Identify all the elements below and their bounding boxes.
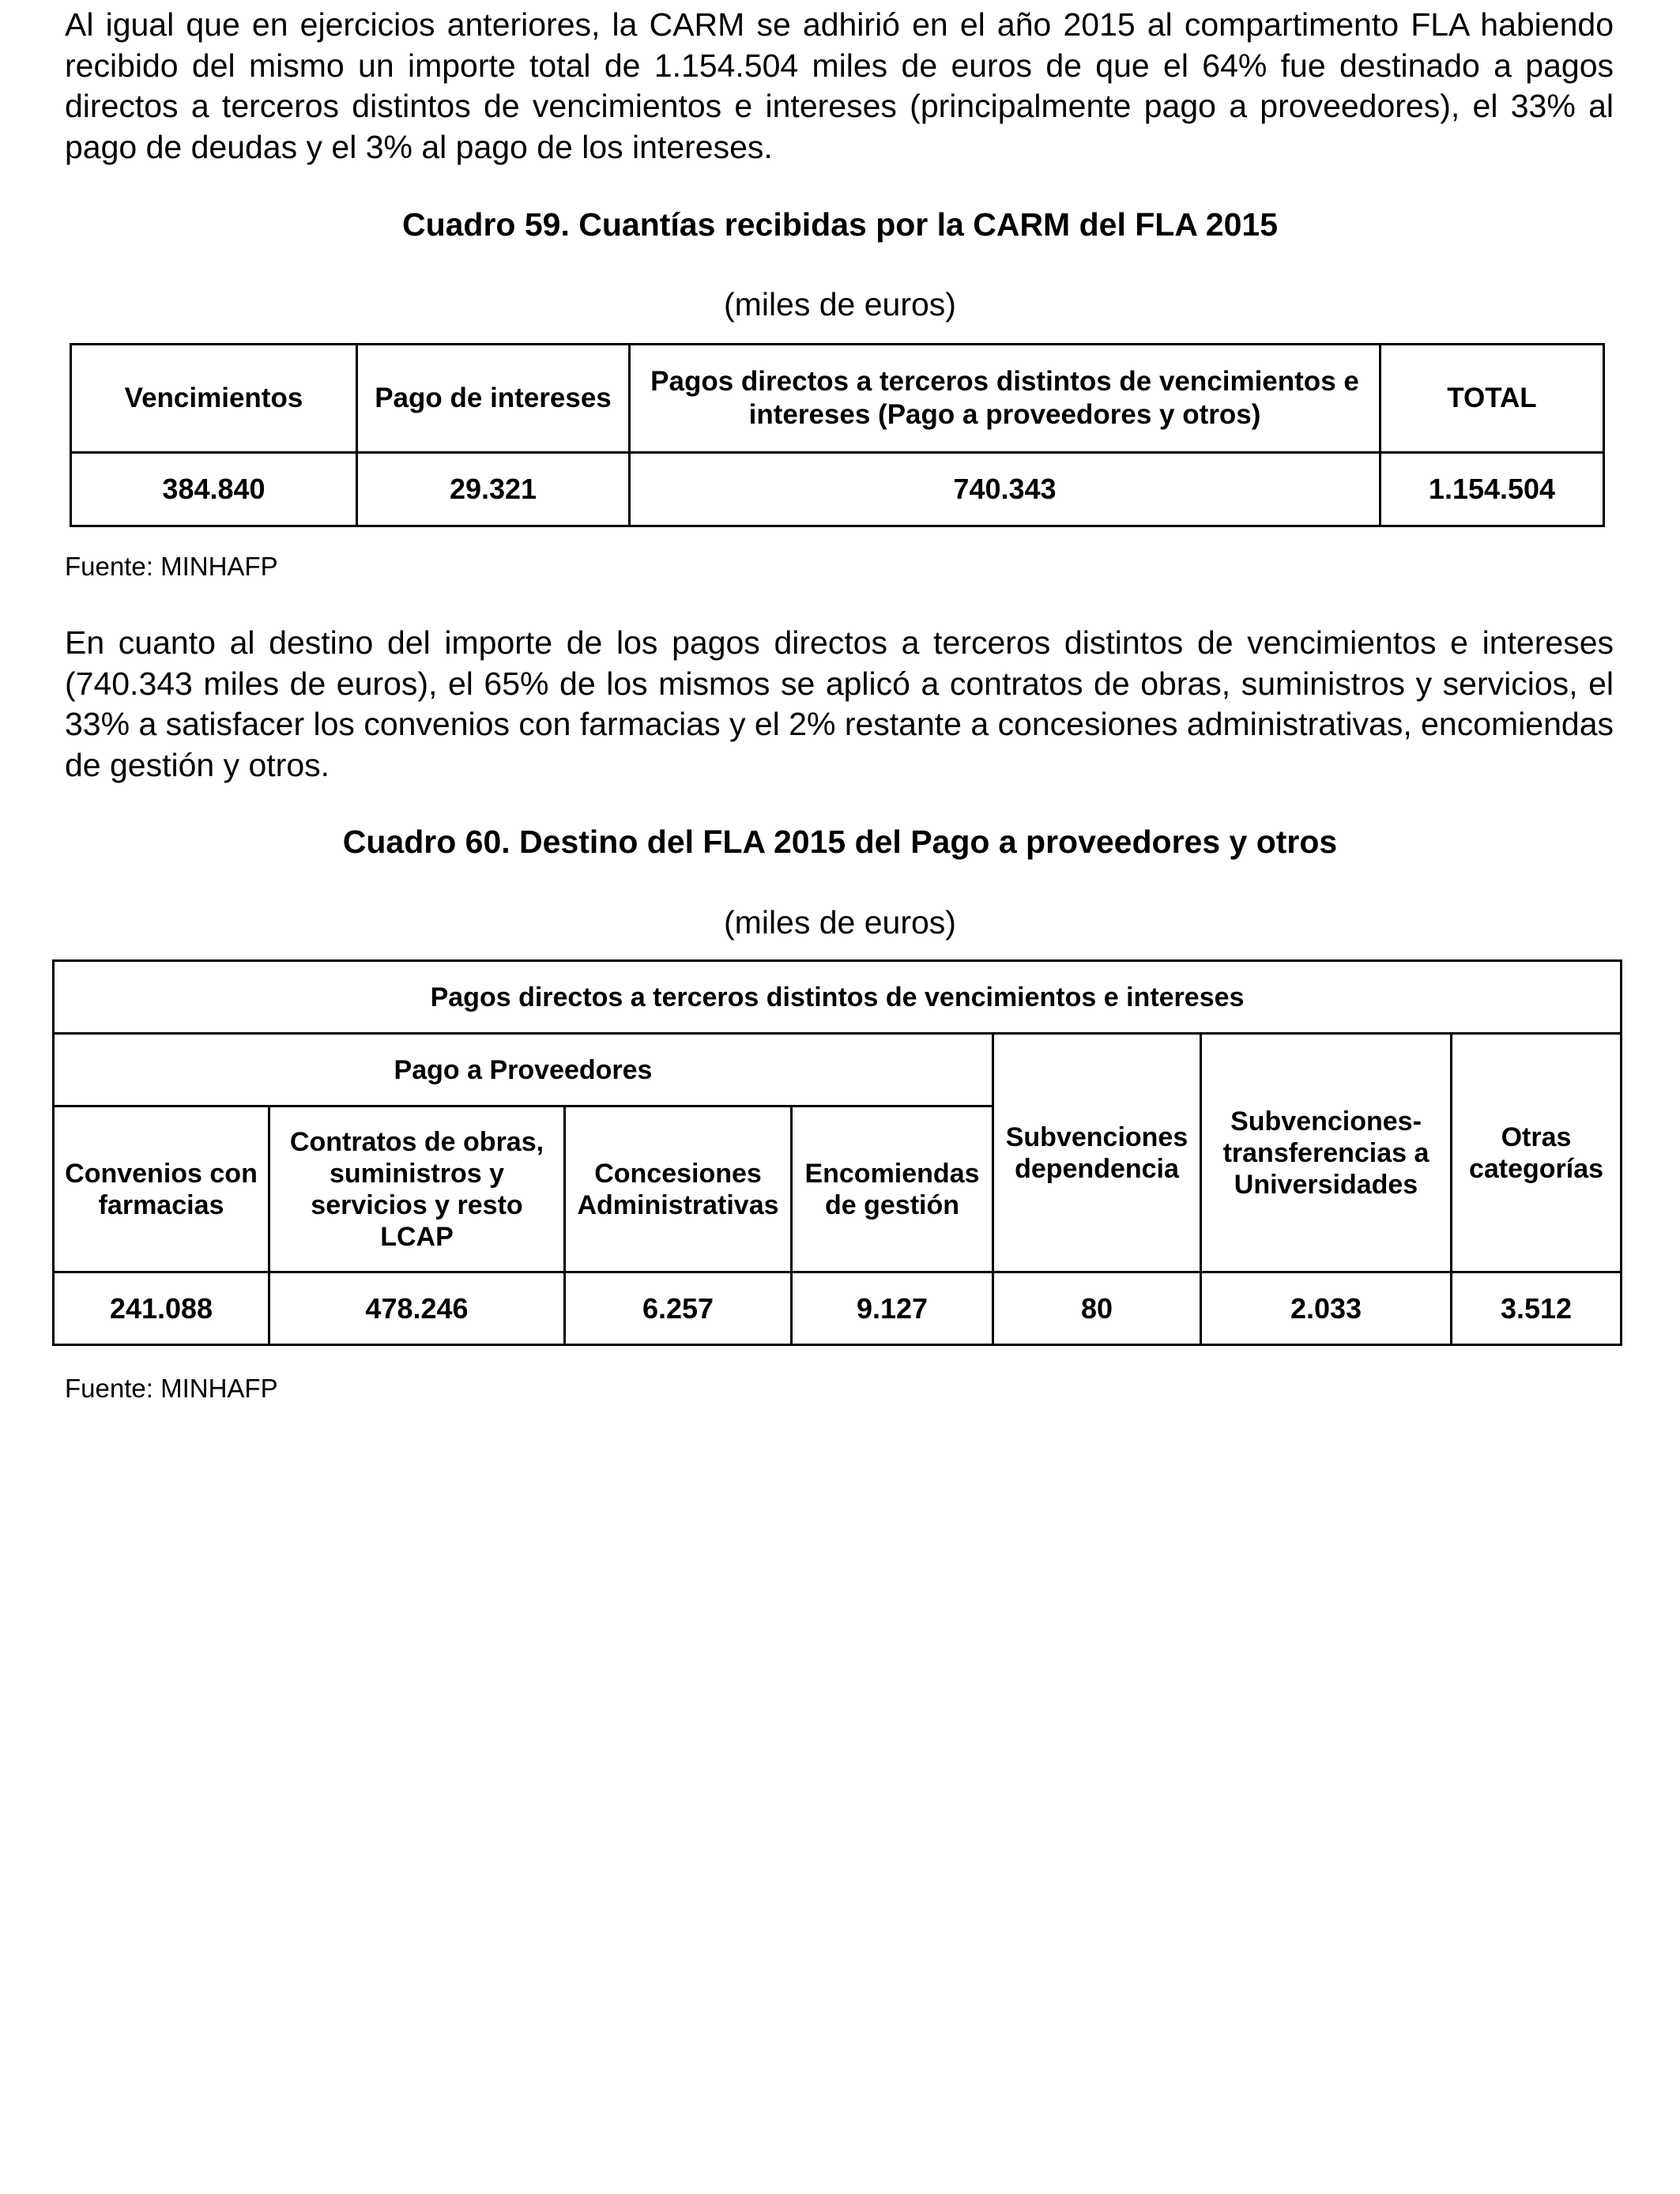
- table60-cell-otras-categorias: 3.512: [1452, 1272, 1622, 1345]
- table59-caption: Cuadro 59. Cuantías recibidas por la CARM del FLA 2015: [401, 206, 1279, 243]
- table59-header-row: [71, 345, 1604, 453]
- table60-cell-subvenciones-dependencia: 80: [993, 1272, 1201, 1345]
- table59: [70, 343, 1605, 527]
- table60-cell-encomiendas: 9.127: [792, 1272, 993, 1345]
- table59-cell-pago-intereses: 29.321: [357, 453, 630, 526]
- table60-cell-subvenciones-universidades: 2.033: [1201, 1272, 1452, 1345]
- table59-header-pagos-directos: Pagos directos a terceros distintos de vencimientos e intereses (Pago a proveedores y otros): [630, 345, 1381, 453]
- table60-group-row: [54, 961, 1622, 1034]
- table60-header-convenios-farmacias: Convenios con farmacias: [54, 1106, 269, 1272]
- table59-cell-total: 1.154.504: [1381, 453, 1604, 526]
- table60-header-subvenciones-dependencia: Subvenciones dependencia: [993, 1034, 1201, 1272]
- table60-header-otras-categorias: Otras categorías: [1452, 1034, 1622, 1272]
- table60-caption: Cuadro 60. Destino del FLA 2015 del Pago a proveedores y otros: [342, 824, 1338, 860]
- table60-source: Fuente: MINHAFP: [65, 1374, 278, 1403]
- table60-subgroup-header: Pago a Proveedores: [54, 1034, 993, 1106]
- table-row: [71, 453, 1604, 526]
- table59-source: Fuente: MINHAFP: [65, 552, 278, 581]
- table59-cell-vencimientos: 384.840: [71, 453, 357, 526]
- table60-subgroup-row: [54, 1034, 1622, 1106]
- table60-cell-contratos-obras: 478.246: [269, 1272, 565, 1345]
- table59-header-vencimientos: Vencimientos: [71, 345, 357, 453]
- table60-units: (miles de euros): [724, 904, 956, 941]
- table60-group-header: Pagos directos a terceros distintos de vencimientos e intereses: [54, 961, 1622, 1034]
- table60: [52, 959, 1622, 1346]
- destination-paragraph: En cuanto al destino del importe de los pagos directos a terceros distintos de vencimientos e intereses (740.343 miles de euros), el 65% de los mismos se aplicó a contratos de obras, suministros y servicios, el 33% a satisfacer los convenios con farmacias y el 2% restante a concesiones administrativas, encomiendas de gestión y otros.: [65, 624, 1614, 783]
- intro-paragraph: Al igual que en ejercicios anteriores, la CARM se adhirió en el año 2015 al compartimento FLA habiendo recibido del mismo un importe total de 1.154.504 miles de euros de que el 64% fue destinado a pagos directos a terceros distintos de vencimientos e intereses (principalmente pago a proveedores), el 33% al pago de deudas y el 3% al pago de los intereses.: [65, 6, 1614, 165]
- table60-header-contratos-obras: Contratos de obras, suministros y servicios y resto LCAP: [269, 1106, 565, 1272]
- table60-cell-convenios-farmacias: 241.088: [54, 1272, 269, 1345]
- table-row: [54, 1272, 1622, 1345]
- table60-cell-concesiones: 6.257: [565, 1272, 792, 1345]
- table60-header-subvenciones-universidades: Subvenciones-transferencias a Universidades: [1201, 1034, 1452, 1272]
- table59-units: (miles de euros): [724, 286, 956, 322]
- table59-header-total: TOTAL: [1381, 345, 1604, 453]
- table60-header-encomiendas: Encomiendas de gestión: [792, 1106, 993, 1272]
- table59-header-pago-intereses: Pago de intereses: [357, 345, 630, 453]
- table59-cell-pagos-directos: 740.343: [630, 453, 1381, 526]
- table60-header-concesiones: Concesiones Administrativas: [565, 1106, 792, 1272]
